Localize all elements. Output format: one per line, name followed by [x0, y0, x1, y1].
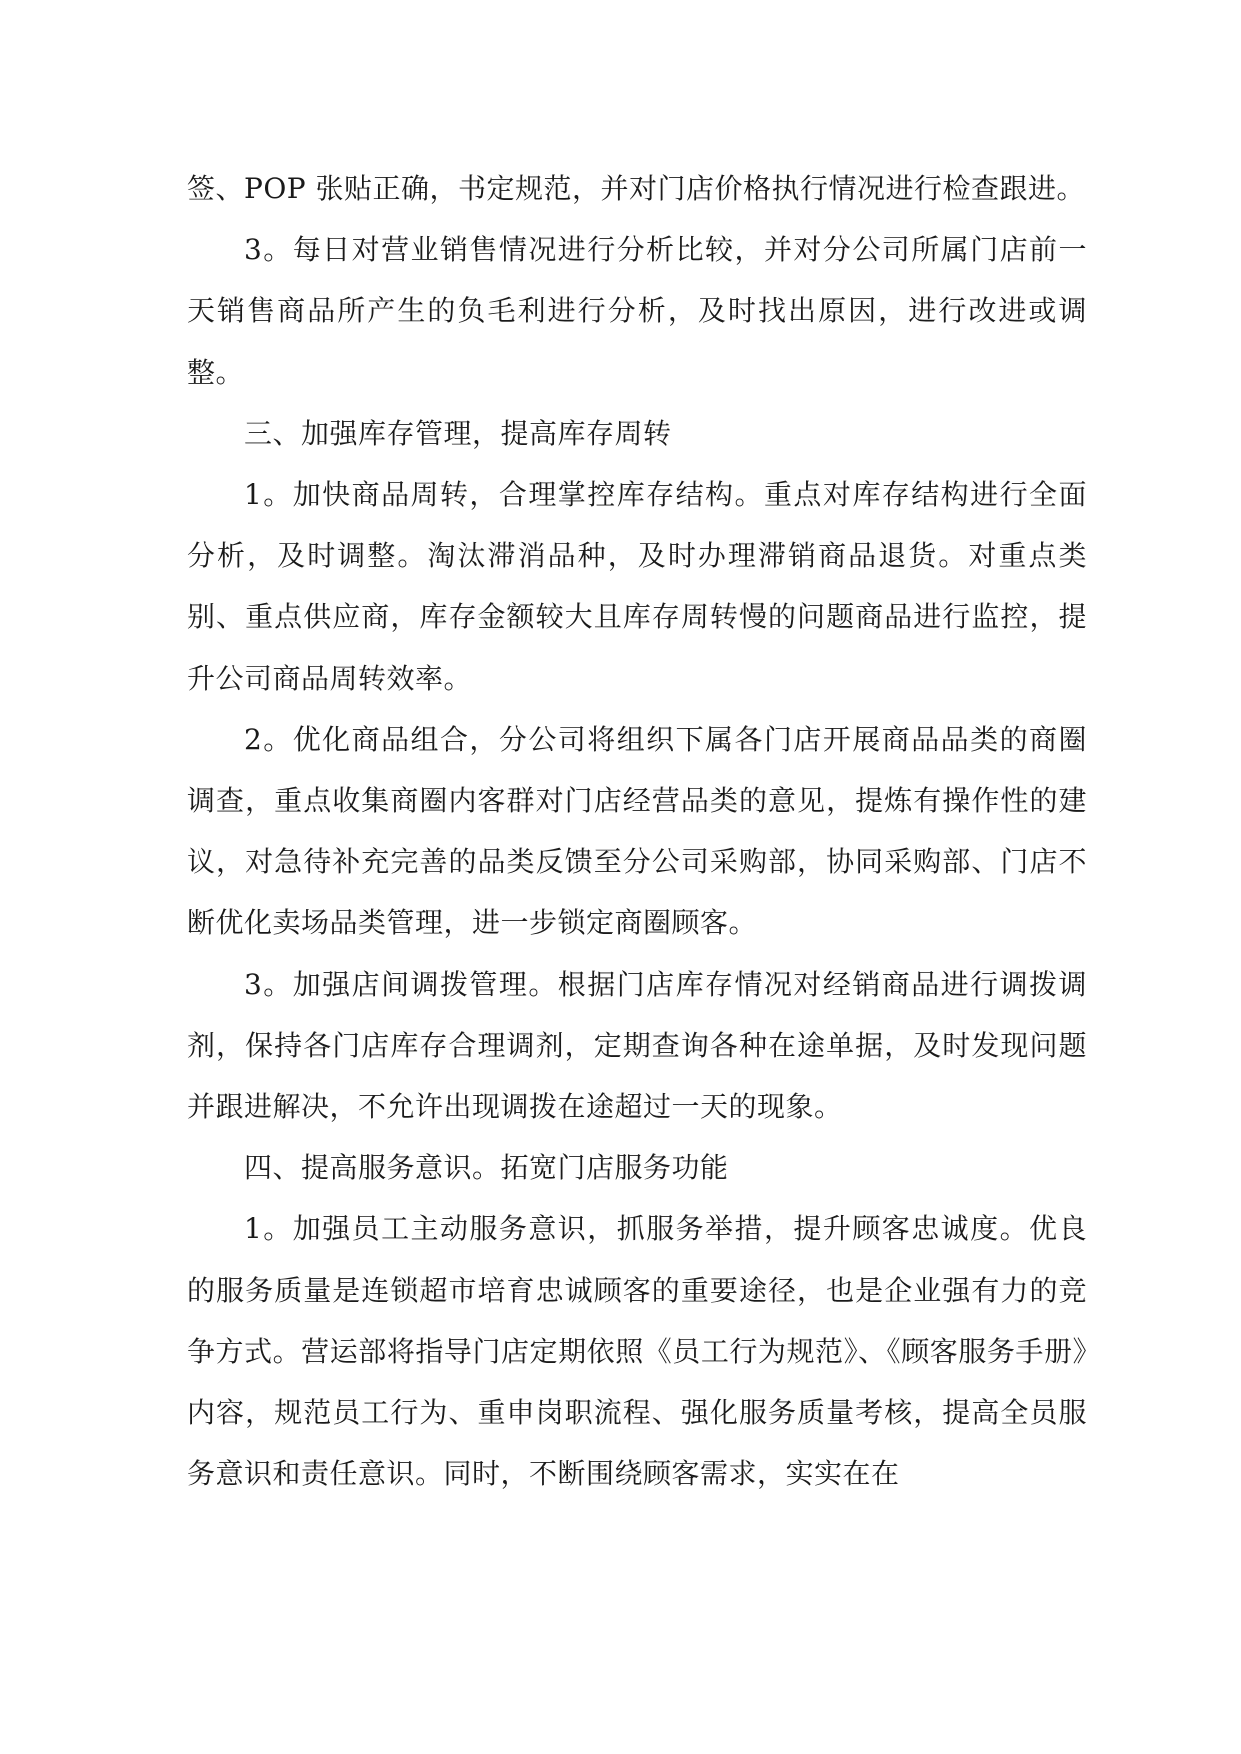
section-heading-service: 四、提高服务意识。拓宽门店服务功能: [244, 1151, 729, 1185]
paragraph-service-awareness: 1。加强员工主动服务意识，抓服务举措，提升顾客忠诚度。优良的服务质量是连锁超市培育忠诚顾客的重要途径，也是企业强有力的竞争方式。营运部将指导门店定期依照《员工行为规范》、《顾客服务手册》内容，规范员工行为、重申岗职流程、强化服务质量考核，提高全员服务意识和责任意识。同时，不断围绕顾客需求，实实在在: [187, 1212, 1087, 1491]
document-body: [187, 158, 1087, 1504]
paragraph-sales-analysis: 3。每日对营业销售情况进行分析比较，并对分公司所属门店前一天销售商品所产生的负毛利进行分析，及时找出原因，进行改进或调整。: [187, 233, 1087, 389]
section-heading-inventory: 三、加强库存管理，提高库存周转: [244, 416, 672, 450]
paragraph-inventory-turnover: 1。加快商品周转，合理掌控库存结构。重点对库存结构进行全面分析，及时调整。淘汰滞消品种，及时办理滞销商品退货。对重点类别、重点供应商，库存金额较大且库存周转慢的问题商品进行监控，提升公司商品周转效率。: [187, 478, 1087, 695]
paragraph-price-tags: 签、POP 张贴正确，书定规范，并对门店价格执行情况进行检查跟进。: [187, 172, 1086, 205]
paragraph-product-mix: 2。优化商品组合，分公司将组织下属各门店开展商品品类的商圈调查，重点收集商圈内客群对门店经营品类的意见，提炼有操作性的建议，对急待补充完善的品类反馈至分公司采购部，协同采购部、门店不断优化卖场品类管理，进一步锁定商圈顾客。: [187, 722, 1087, 940]
paragraph-store-transfer: 3。加强店间调拨管理。根据门店库存情况对经销商品进行调拨调剂，保持各门店库存合理调剂，定期查询各种在途单据，及时发现问题并跟进解决，不允许出现调拨在途超过一天的现象。: [187, 967, 1087, 1124]
